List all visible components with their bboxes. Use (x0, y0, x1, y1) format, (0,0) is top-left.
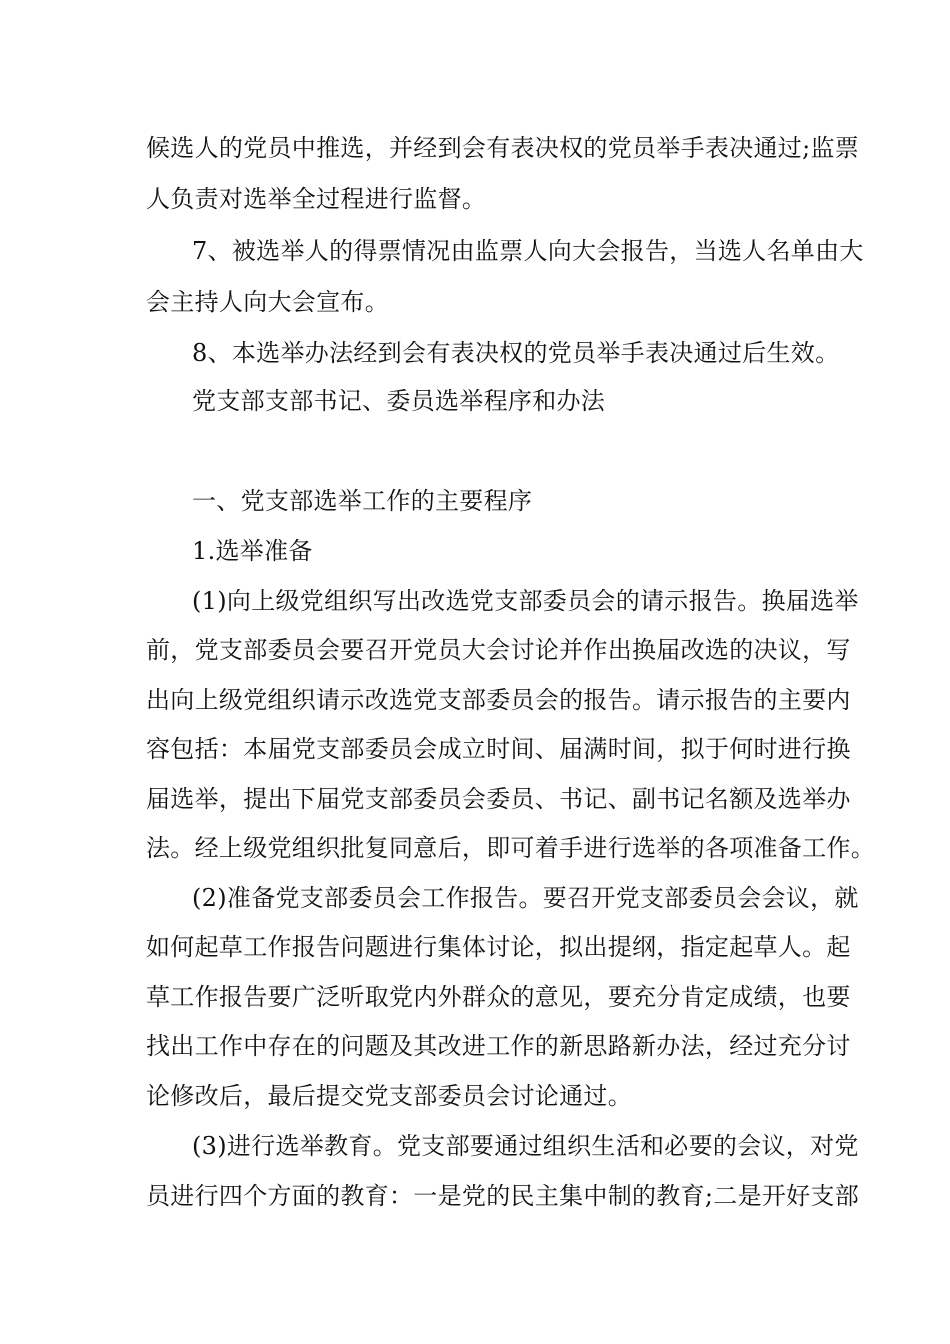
text-line: 出向上级党组织请示改选党支部委员会的报告。请示报告的主要内 (146, 686, 851, 714)
text-line: (3)进行选举教育。党支部要通过组织生活和必要的会议，对党 (192, 1132, 859, 1160)
text-line: 会主持人向大会宣布。 (146, 288, 389, 316)
text-line: (1)向上级党组织写出改选党支部委员会的请示报告。换届选举 (192, 587, 859, 615)
text-line: 前，党支部委员会要召开党员大会讨论并作出换届改选的决议，写 (146, 636, 851, 664)
section-heading: 党支部支部书记、委员选举程序和办法 (192, 387, 606, 415)
text-line: 如何起草工作报告问题进行集体讨论，拟出提纲，指定起草人。起 (146, 933, 851, 961)
text-line: 论修改后，最后提交党支部委员会讨论通过。 (146, 1082, 632, 1110)
text-line: 7、被选举人的得票情况由监票人向大会报告，当选人名单由大 (192, 237, 864, 265)
text-line: 草工作报告要广泛听取党内外群众的意见，要充分肯定成绩，也要 (146, 983, 851, 1011)
section-heading: 一、党支部选举工作的主要程序 (192, 487, 533, 515)
text-line: 法。经上级党组织批复同意后，即可着手进行选举的各项准备工作。 (146, 834, 875, 862)
text-line: (2)准备党支部委员会工作报告。要召开党支部委员会会议，就 (192, 884, 859, 912)
text-line: 找出工作中存在的问题及其改进工作的新思路新办法，经过充分讨 (146, 1032, 851, 1060)
text-line: 候选人的党员中推选，并经到会有表决权的党员举手表决通过;监票 (146, 134, 860, 162)
text-line: 人负责对选举全过程进行监督。 (146, 185, 487, 213)
subsection-heading: 1.选举准备 (192, 537, 313, 565)
text-line: 容包括：本届党支部委员会成立时间、届满时间，拟于何时进行换 (146, 735, 851, 763)
text-line: 员进行四个方面的教育：一是党的民主集中制的教育;二是开好支部 (146, 1182, 860, 1210)
text-line: 届选举，提出下届党支部委员会委员、书记、副书记名额及选举办 (146, 785, 851, 813)
text-line: 8、本选举办法经到会有表决权的党员举手表决通过后生效。 (192, 339, 840, 367)
